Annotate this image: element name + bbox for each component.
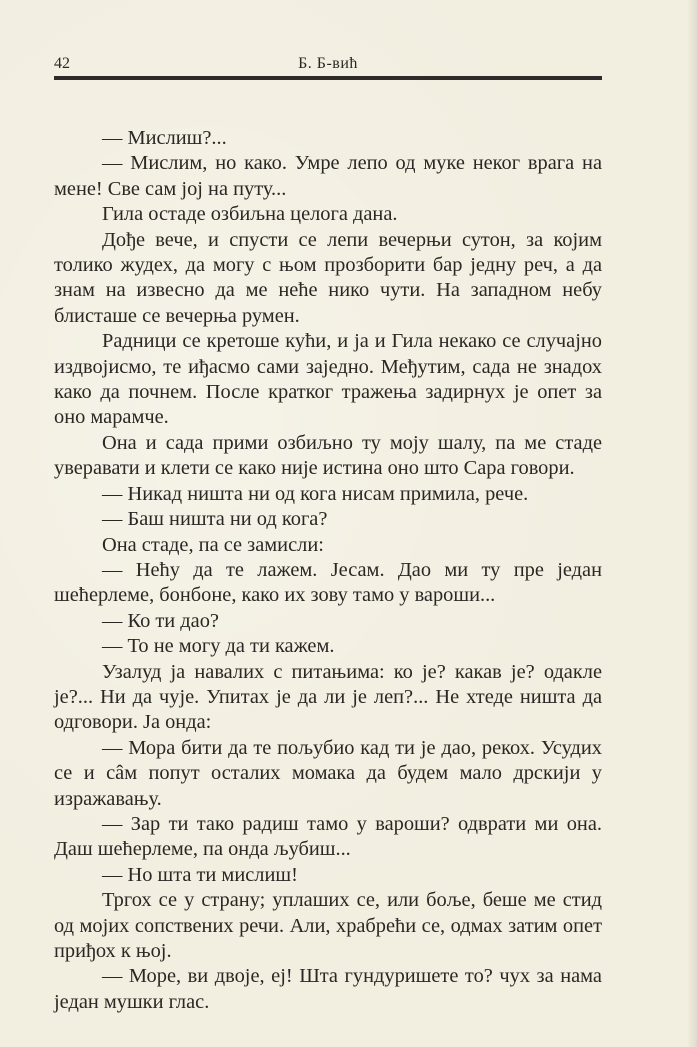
page-edge-shadow xyxy=(687,0,697,1047)
paragraph: — Никад ништа ни од кога нисам примила, рече. xyxy=(102,482,529,505)
paragraph: — Баш ништа ни од кога? xyxy=(102,508,328,531)
paragraph: Дође вече, и спусти се лепи вечерњи сутон, за којим толико жудех, да могу с њом прозборити бар једну реч, а да знам на извесно да ме неће нико чути. На западном небу блисташе се вечерња румен. xyxy=(54,228,602,327)
paragraph: — Нећу да те лажем. Јесам. Дао ми ту пре један шећерлеме, бонбоне, како их зову тамо у вароши... xyxy=(54,558,602,607)
paragraph: Узалуд ја навалих с питањима: ко је? какав је? одакле је?... Ни да чује. Упитах је да ли је леп?... Не хтеде ништа да одговори. Ја онда: xyxy=(54,660,602,734)
running-head: Б. Б-вић xyxy=(298,55,358,72)
paragraph: Она стаде, па се замисли: xyxy=(102,533,324,556)
paragraph: — Ко ти дао? xyxy=(102,609,219,632)
paragraph: — Зар ти тако радиш тамо у вароши? одврати ми она. Даш шећерлеме, па онда љубиш... xyxy=(54,812,602,861)
body-text xyxy=(54,126,602,1015)
paragraph: Гила остаде озбиљна целога дана. xyxy=(102,203,398,226)
paragraph: — Море, ви двоје, еј! Шта гундуришете то? чух за нама један мушки глас. xyxy=(54,965,602,1013)
paragraph: Тргох се у страну; уплаших се, или боље, беше ме стид од мојих сопствених речи. Али, храбрећи се, одмах затим опет приђох к њој. xyxy=(54,889,602,962)
header-rule xyxy=(54,76,602,80)
paragraph: — Мислиш?... xyxy=(102,127,227,149)
page-number: 42 xyxy=(54,55,70,72)
paragraph: — Мислим, но како. Умре лепо од муке неког врага на мене! Све сам јој на путу... xyxy=(54,152,602,200)
paragraph: — Мора бити да те пољубио кад ти је дао, рекох. Усудих се и сâм попут осталих момака да будем мало дрскији у изражавању. xyxy=(54,736,602,810)
paragraph: — То не могу да ти кажем. xyxy=(102,635,335,658)
paragraph: Радници се кретоше кући, и ја и Гила некако се случајно издвојисмо, те иђасмо сами заједно. Међутим, сада не знадох како да почнем. После кратког тражења задирнух је опет за оно марамче. xyxy=(54,330,602,429)
paragraph: Она и сада прими озбиљно ту моју шалу, па ме стаде уверавати и клети се како није истина оно што Сара говори. xyxy=(54,431,602,480)
page-header xyxy=(54,54,602,76)
paragraph: — Но шта ти мислиш! xyxy=(102,863,298,886)
